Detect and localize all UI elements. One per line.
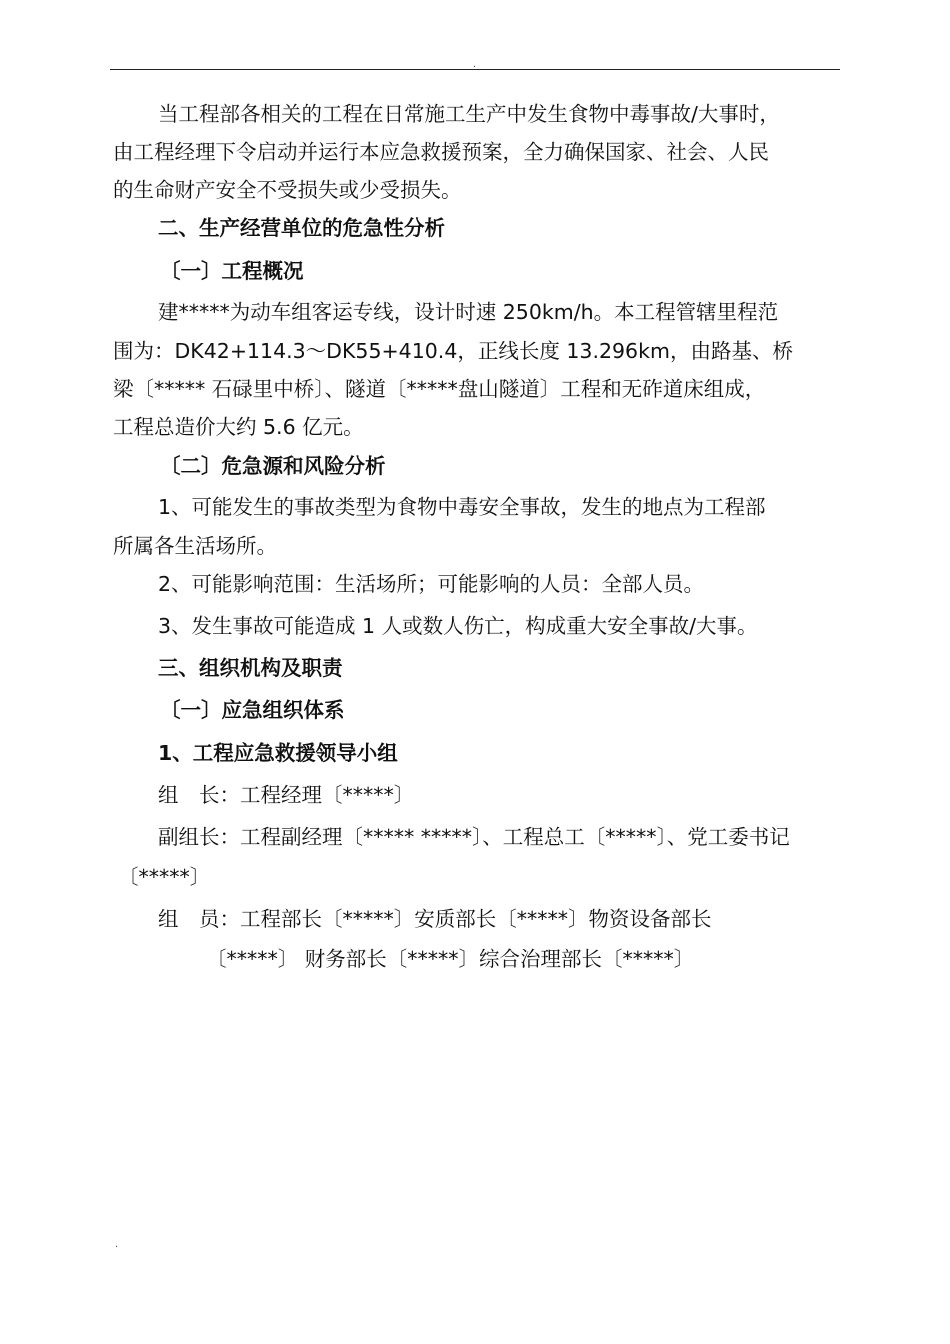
paragraph-line: 3、发生事故可能造成 1 人或数人伤亡，构成重大安全事故/大事。 bbox=[158, 614, 758, 638]
member-line: 组 员：工程部长〔*****〕安质部长〔*****〕物资设备部长 bbox=[158, 907, 712, 931]
paragraph-line: 围为：DK42+114.3～DK55+410.4，正线长度 13.296km，由路基、桥 bbox=[113, 339, 793, 363]
header-dot: . bbox=[473, 59, 477, 70]
paragraph-line: 1、可能发生的事故类型为食物中毒安全事故，发生的地点为工程部 bbox=[158, 495, 766, 519]
section-heading: 三、组织机构及职责 bbox=[158, 656, 343, 680]
member-line: 副组长：工程副经理〔***** *****〕、工程总工〔*****〕、党工委书记 bbox=[158, 825, 790, 849]
subsection-heading: 〔一〕应急组织体系 bbox=[160, 698, 345, 722]
paragraph-line: 建*****为动车组客运专线，设计时速 250km/h。本工程管辖里程范 bbox=[158, 300, 779, 324]
member-line: 〔*****〕 bbox=[118, 865, 211, 889]
paragraph-line: 工程总造价大约 5.6 亿元。 bbox=[113, 415, 364, 439]
paragraph-line: 梁〔***** 石碌里中桥〕、隧道〔*****盘山隧道〕工程和无砟道床组成， bbox=[113, 377, 766, 401]
paragraph-line: 所属各生活场所。 bbox=[113, 534, 277, 558]
paragraph-line: 2、可能影响范围：生活场所；可能影响的人员：全部人员。 bbox=[158, 572, 705, 596]
section-heading: 二、生产经营单位的危急性分析 bbox=[158, 216, 445, 240]
paragraph-line: 由工程经理下令启动并运行本应急救援预案，全力确保国家、社会、人民 bbox=[113, 140, 769, 164]
member-line: 组 长：工程经理〔*****〕 bbox=[158, 783, 415, 807]
paragraph-line: 当工程部各相关的工程在日常施工生产中发生食物中毒事故/大事时， bbox=[158, 102, 780, 126]
member-line: 〔*****〕 财务部长〔*****〕综合治理部长〔*****〕 bbox=[206, 947, 695, 971]
footer-dot: . bbox=[115, 1239, 119, 1250]
group-heading: 1、工程应急救援领导小组 bbox=[158, 741, 398, 765]
paragraph-line: 的生命财产安全不受损失或少受损失。 bbox=[113, 178, 462, 202]
subsection-heading: 〔二〕危急源和风险分析 bbox=[160, 454, 386, 478]
subsection-heading: 〔一〕工程概况 bbox=[160, 259, 304, 283]
